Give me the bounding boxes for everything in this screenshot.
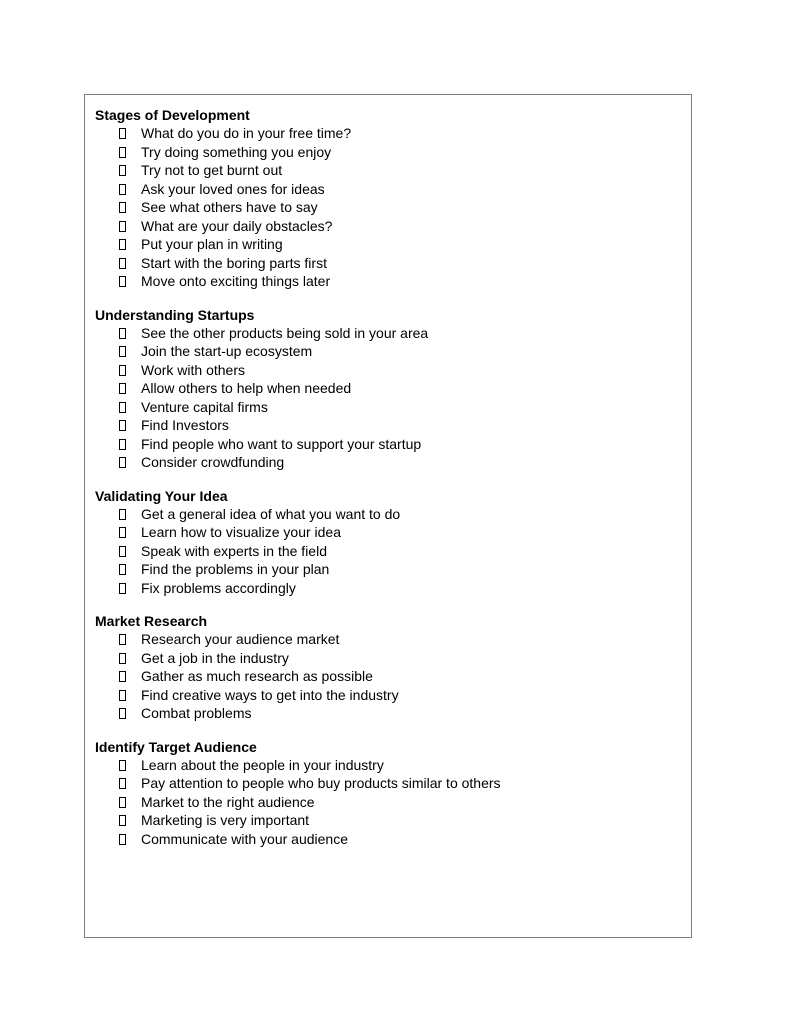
checklist-item-label: Learn how to visualize your idea xyxy=(141,524,342,540)
checklist-item-label: Try doing something you enjoy xyxy=(141,143,332,160)
checklist-item-label: Combat problems xyxy=(141,705,252,721)
checklist-content xyxy=(95,106,681,863)
checkbox-icon[interactable] xyxy=(119,128,126,139)
checklist-item-label: Speak with experts in the field xyxy=(141,542,327,559)
checkbox-icon[interactable] xyxy=(119,564,126,575)
checkbox-icon[interactable] xyxy=(119,221,126,232)
checkbox-icon[interactable] xyxy=(119,383,126,394)
section-heading: Validating Your Idea xyxy=(95,487,228,504)
checklist-item xyxy=(95,161,681,180)
checkbox-icon[interactable] xyxy=(119,671,126,682)
checklist-item xyxy=(95,830,681,849)
checklist-item-label: Learn about the people in your industry xyxy=(141,756,384,773)
checklist-item xyxy=(95,560,681,579)
checklist-item xyxy=(95,435,681,454)
checklist-item-label: Try not to get burnt out xyxy=(141,162,283,178)
checklist-item xyxy=(95,124,681,143)
checkbox-icon[interactable] xyxy=(119,546,126,557)
checklist-item xyxy=(95,416,681,435)
checklist-item xyxy=(95,272,681,291)
checklist-item-label: Work with others xyxy=(141,361,245,378)
checkbox-icon[interactable] xyxy=(119,457,126,468)
checklist-item xyxy=(95,542,681,561)
checkbox-icon[interactable] xyxy=(119,402,126,413)
section-heading: Identify Target Audience xyxy=(95,738,257,755)
checklist-item-label: Research your audience market xyxy=(141,631,340,647)
checklist-item-label: Marketing is very important xyxy=(141,812,310,828)
checklist-item-label: Get a general idea of what you want to do xyxy=(141,505,401,522)
checklist-item xyxy=(95,217,681,236)
checklist-item-label: Communicate with your audience xyxy=(141,830,348,847)
section-stages-of-development xyxy=(95,106,681,291)
checkbox-icon[interactable] xyxy=(119,202,126,213)
checkbox-icon[interactable] xyxy=(119,365,126,376)
checklist-item xyxy=(95,453,681,472)
checklist-item xyxy=(95,398,681,417)
checklist-item xyxy=(95,686,681,705)
checkbox-icon[interactable] xyxy=(119,653,126,664)
checklist-item-label: Find the problems in your plan xyxy=(141,561,330,577)
checklist-item xyxy=(95,143,681,162)
checklist-item-label: Find Investors xyxy=(141,417,229,433)
checklist-item xyxy=(95,579,681,598)
checklist-item-label: Market to the right audience xyxy=(141,793,315,810)
checklist-item-label: Find people who want to support your startup xyxy=(141,435,422,452)
checkbox-icon[interactable] xyxy=(119,239,126,250)
section-heading: Understanding Startups xyxy=(95,306,255,323)
checklist-item-label: See what others have to say xyxy=(141,199,318,215)
checklist-item-label: Venture capital firms xyxy=(141,398,268,415)
checkbox-icon[interactable] xyxy=(119,420,126,431)
checklist-item xyxy=(95,235,681,254)
checklist-item-label: Pay attention to people who buy products similar to others xyxy=(141,775,501,791)
checklist-item-label: Find creative ways to get into the industry xyxy=(141,686,399,703)
section-heading: Market Research xyxy=(95,613,208,629)
checklist-item xyxy=(95,756,681,775)
checklist-item-label: Consider crowdfunding xyxy=(141,454,285,470)
checkbox-icon[interactable] xyxy=(119,165,126,176)
checklist-item-label: Put your plan in writing xyxy=(141,236,283,252)
checklist-item-label: What are your daily obstacles? xyxy=(141,217,333,234)
checklist-item xyxy=(95,505,681,524)
checkbox-icon[interactable] xyxy=(119,147,126,158)
checkbox-icon[interactable] xyxy=(119,328,126,339)
section-validating-your-idea xyxy=(95,487,681,598)
section-heading: Stages of Development xyxy=(95,107,250,123)
checkbox-icon[interactable] xyxy=(119,439,126,450)
checkbox-icon[interactable] xyxy=(119,778,126,789)
checklist-item-label: Start with the boring parts first xyxy=(141,254,327,271)
checkbox-icon[interactable] xyxy=(119,583,126,594)
checklist-item-label: Join the start-up ecosystem xyxy=(141,343,313,359)
checkbox-icon[interactable] xyxy=(119,690,126,701)
checklist-item xyxy=(95,630,681,649)
checklist-item xyxy=(95,198,681,217)
checklist-item xyxy=(95,180,681,199)
checklist-item xyxy=(95,774,681,793)
checklist-item xyxy=(95,324,681,343)
section-identify-target-audience xyxy=(95,738,681,849)
checkbox-icon[interactable] xyxy=(119,634,126,645)
checklist-item-label: What do you do in your free time? xyxy=(141,125,352,141)
checklist-item xyxy=(95,379,681,398)
checkbox-icon[interactable] xyxy=(119,815,126,826)
checklist-item-label: Ask your loved ones for ideas xyxy=(141,180,325,197)
checklist-item-label: Gather as much research as possible xyxy=(141,668,373,684)
checkbox-icon[interactable] xyxy=(119,760,126,771)
section-understanding-startups xyxy=(95,306,681,472)
checklist-item-label: Move onto exciting things later xyxy=(141,273,331,289)
checkbox-icon[interactable] xyxy=(119,276,126,287)
checklist-item-label: Get a job in the industry xyxy=(141,649,289,666)
checklist-item xyxy=(95,793,681,812)
checklist-item-label: Allow others to help when needed xyxy=(141,380,352,396)
checkbox-icon[interactable] xyxy=(119,834,126,845)
checklist-item xyxy=(95,523,681,542)
checkbox-icon[interactable] xyxy=(119,708,126,719)
checklist-item xyxy=(95,342,681,361)
checklist-item xyxy=(95,649,681,668)
checkbox-icon[interactable] xyxy=(119,527,126,538)
checklist-item xyxy=(95,667,681,686)
checkbox-icon[interactable] xyxy=(119,184,126,195)
checklist-item-label: See the other products being sold in your area xyxy=(141,324,429,341)
checklist-item xyxy=(95,704,681,723)
checkbox-icon[interactable] xyxy=(119,258,126,269)
checklist-item xyxy=(95,361,681,380)
section-market-research xyxy=(95,612,681,723)
checkbox-icon[interactable] xyxy=(119,346,126,357)
checklist-item-label: Fix problems accordingly xyxy=(141,579,296,596)
checklist-item xyxy=(95,811,681,830)
checkbox-icon[interactable] xyxy=(119,509,126,520)
checkbox-icon[interactable] xyxy=(119,797,126,808)
checklist-item xyxy=(95,254,681,273)
document-frame xyxy=(84,94,692,938)
